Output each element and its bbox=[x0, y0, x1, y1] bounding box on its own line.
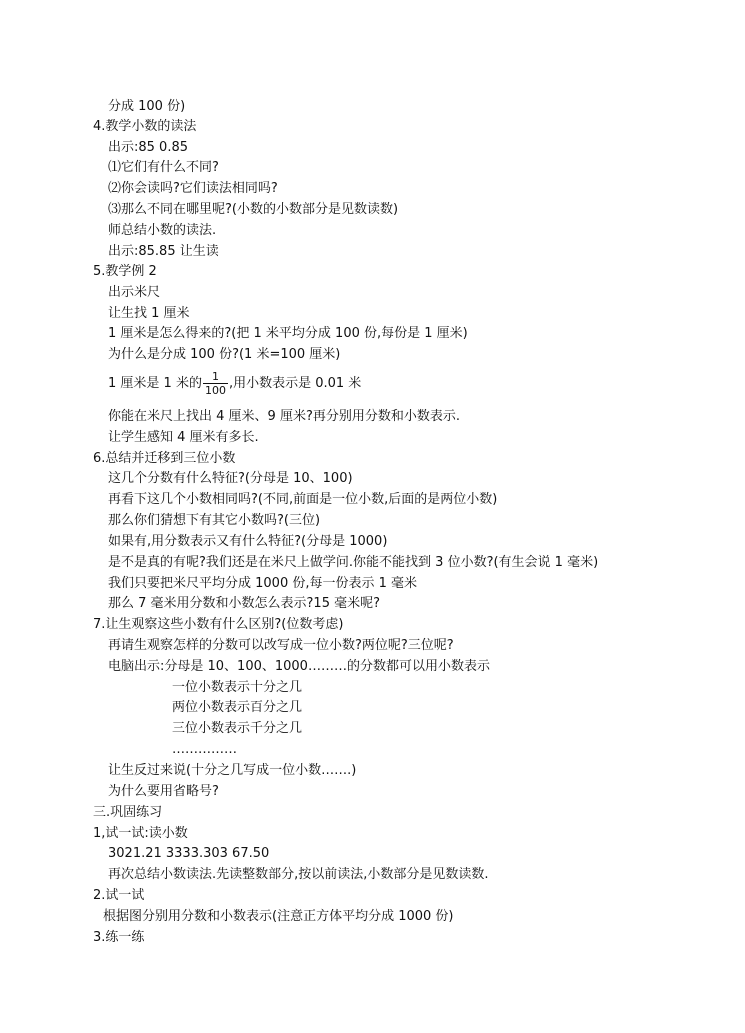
text-line: 如果有,用分数表示又有什么特征?(分母是 1000) bbox=[108, 534, 388, 549]
section-heading: 4.教学小数的读法 bbox=[93, 119, 197, 134]
fraction-text-line bbox=[108, 368, 361, 400]
section-heading: 5.教学例 2 bbox=[93, 264, 157, 279]
text-line: 出示:85 0.85 bbox=[108, 140, 188, 155]
section-heading: 2.试一试 bbox=[93, 888, 145, 903]
text-line: 让学生感知 4 厘米有多长. bbox=[108, 430, 259, 445]
text-line: 是不是真的有呢?我们还是在米尺上做学问.你能不能找到 3 位小数?(有生会说 1 毫米) bbox=[108, 555, 599, 570]
text-line: 你能在米尺上找出 4 厘米、9 厘米?再分别用分数和小数表示. bbox=[108, 409, 460, 424]
section-heading: 7.让生观察这些小数有什么区别?(位数考虑) bbox=[93, 617, 344, 632]
text-line: ⑵你会读吗?它们读法相同吗? bbox=[108, 181, 278, 196]
text-line: 我们只要把米尺平均分成 1000 份,每一份表示 1 毫米 bbox=[108, 576, 418, 591]
text-line: 为什么要用省略号? bbox=[108, 784, 219, 799]
text-line: 再看下这几个小数相同吗?(不同,前面是一位小数,后面的是两位小数) bbox=[108, 492, 498, 507]
text-line-indented: 三位小数表示千分之几 bbox=[172, 721, 303, 736]
text-line: 根据图分别用分数和小数表示(注意正方体平均分成 1000 份) bbox=[103, 909, 454, 924]
text-line: 电脑出示:分母是 10、100、1000………的分数都可以用小数表示 bbox=[108, 659, 490, 674]
section-heading: 三.巩固练习 bbox=[93, 805, 163, 820]
text-line-indented: 两位小数表示百分之几 bbox=[172, 700, 303, 715]
text-line: 再次总结小数读法.先读整数部分,按以前读法,小数部分是见数读数. bbox=[108, 867, 489, 882]
text-line: 分成 100 份) bbox=[108, 99, 186, 114]
text-line: 那么你们猜想下有其它小数吗?(三位) bbox=[108, 513, 321, 528]
text-line: ⑶那么不同在哪里呢?(小数的小数部分是见数读数) bbox=[108, 202, 399, 217]
text-line-indented: 一位小数表示十分之几 bbox=[172, 680, 303, 695]
text-line: 那么 7 毫米用分数和小数怎么表示?15 毫米呢? bbox=[108, 596, 381, 611]
text-line: 为什么是分成 100 份?(1 米=100 厘米) bbox=[108, 347, 341, 362]
fraction-line-after: ,用小数表示是 0.01 米 bbox=[228, 376, 362, 391]
text-line: 出示米尺 bbox=[108, 285, 161, 300]
section-heading: 3.练一练 bbox=[93, 930, 145, 945]
text-line: 3021.21 3333.303 67.50 bbox=[108, 846, 270, 861]
fraction-denominator: 100 bbox=[204, 384, 226, 397]
text-line: 这几个分数有什么特征?(分母是 10、100) bbox=[108, 471, 353, 486]
text-line: ⑴它们有什么不同? bbox=[108, 160, 219, 175]
text-line: 让生反过来说(十分之几写成一位小数…….) bbox=[108, 763, 357, 778]
text-line: 再请生观察怎样的分数可以改写成一位小数?两位呢?三位呢? bbox=[108, 638, 454, 653]
fraction bbox=[203, 370, 228, 397]
section-heading: 6.总结并迁移到三位小数 bbox=[93, 451, 236, 466]
text-line-indented: …………… bbox=[172, 742, 237, 757]
text-line: 1 厘米是怎么得来的?(把 1 米平均分成 100 份,每份是 1 厘米) bbox=[108, 326, 468, 341]
fraction-line-before: 1 厘米是 1 米的 bbox=[108, 376, 202, 391]
section-heading: 1,试一试:读小数 bbox=[93, 826, 188, 841]
fraction-numerator: 1 bbox=[211, 370, 219, 383]
text-line: 让生找 1 厘米 bbox=[108, 306, 190, 321]
text-line: 出示:85.85 让生读 bbox=[108, 244, 219, 259]
text-line: 师总结小数的读法. bbox=[108, 223, 217, 238]
